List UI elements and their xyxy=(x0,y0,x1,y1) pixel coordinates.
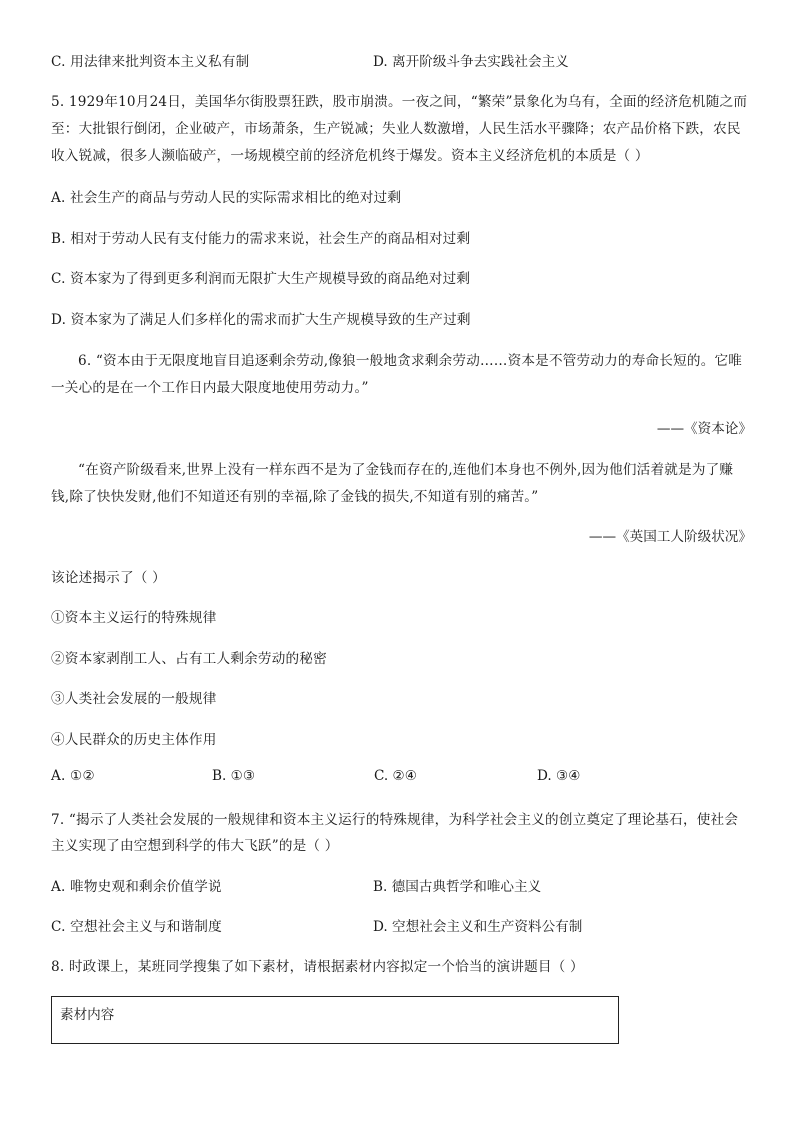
q6-option-a: A. ①② xyxy=(51,768,95,784)
q7-option-b: B. 德国古典哲学和唯心主义 xyxy=(373,879,542,895)
q6-item-3: ③人类社会发展的一般规律 xyxy=(51,691,217,707)
q6-source-1: ——《资本论》 xyxy=(656,421,752,437)
q7-stem-line-2: 主义实现了由空想到科学的伟大飞跃”的是（ ） xyxy=(51,838,339,854)
q7-option-d: D. 空想社会主义和生产资料公有制 xyxy=(373,919,583,935)
q5-stem-line-2: 至：大批银行倒闭，企业破产，市场萧条，生产锐减；失业人数激增，人民生活水平骤降；农产品价格下跌，农民 xyxy=(51,121,741,137)
q6-option-b: B. ①③ xyxy=(212,768,256,784)
q6-prompt: 该论述揭示了（ ） xyxy=(51,570,166,586)
q8-table-header: 素材内容 xyxy=(60,1007,115,1023)
q6-quote2-line-2: 钱,除了快快发财,他们不知道还有别的幸福,除了金钱的损失,不知道有别的痛苦。” xyxy=(51,489,539,505)
q5-option-a: A. 社会生产的商品与劳动人民的实际需求相比的绝对过剩 xyxy=(51,190,402,206)
q6-option-c: C. ②④ xyxy=(374,768,417,784)
q6-quote1-line-1: 6. “资本由于无限度地盲目追逐剩余劳动,像狼一般地贪求剩余劳动……资本是不管劳动力的寿命长短的。它唯 xyxy=(78,353,743,369)
q7-stem-line-1: 7. “揭示了人类社会发展的一般规律和资本主义运行的特殊规律，为科学社会主义的创立奠定了理论基石，使社会 xyxy=(51,812,739,828)
q5-option-b: B. 相对于劳动人民有支付能力的需求来说，社会生产的商品相对过剩 xyxy=(51,231,471,247)
q4-option-d: D. 离开阶级斗争去实践社会主义 xyxy=(373,54,569,70)
q6-item-2: ②资本家剥削工人、占有工人剩余劳动的秘密 xyxy=(51,651,327,667)
q5-stem-line-1: 5. 1929年10月24日，美国华尔街股票狂跌，股市崩溃。一夜之间，“繁荣”景象化为乌有，全面的经济危机随之而 xyxy=(51,94,748,110)
q6-source-2: ——《英国工人阶级状况》 xyxy=(588,529,752,545)
q8-material-table xyxy=(51,996,619,1044)
q6-quote1-line-2: 一关心的是在一个工作日内最大限度地使用劳动力。” xyxy=(51,380,369,396)
q4-option-c: C. 用法律来批判资本主义私有制 xyxy=(51,54,250,70)
q6-item-1: ①资本主义运行的特殊规律 xyxy=(51,610,217,626)
q8-stem: 8. 时政课上，某班同学搜集了如下素材，请根据素材内容拟定一个恰当的演讲题目（ ） xyxy=(51,959,584,975)
q6-quote2-line-1: “在资产阶级看来,世界上没有一样东西不是为了金钱而存在的,连他们本身也不例外,因为他们活着就是为了赚 xyxy=(78,462,734,478)
q7-option-c: C. 空想社会主义与和谐制度 xyxy=(51,919,222,935)
q6-option-d: D. ③④ xyxy=(537,768,581,784)
q7-option-a: A. 唯物史观和剩余价值学说 xyxy=(51,879,222,895)
q5-option-d: D. 资本家为了满足人们多样化的需求而扩大生产规模导致的生产过剩 xyxy=(51,312,471,328)
q5-stem-line-3: 收入锐减，很多人濒临破产，一场规模空前的经济危机终于爆发。资本主义经济危机的本质是（ ） xyxy=(51,148,649,164)
q5-option-c: C. 资本家为了得到更多利润而无限扩大生产规模导致的商品绝对过剩 xyxy=(51,271,471,287)
q6-item-4: ④人民群众的历史主体作用 xyxy=(51,732,217,748)
